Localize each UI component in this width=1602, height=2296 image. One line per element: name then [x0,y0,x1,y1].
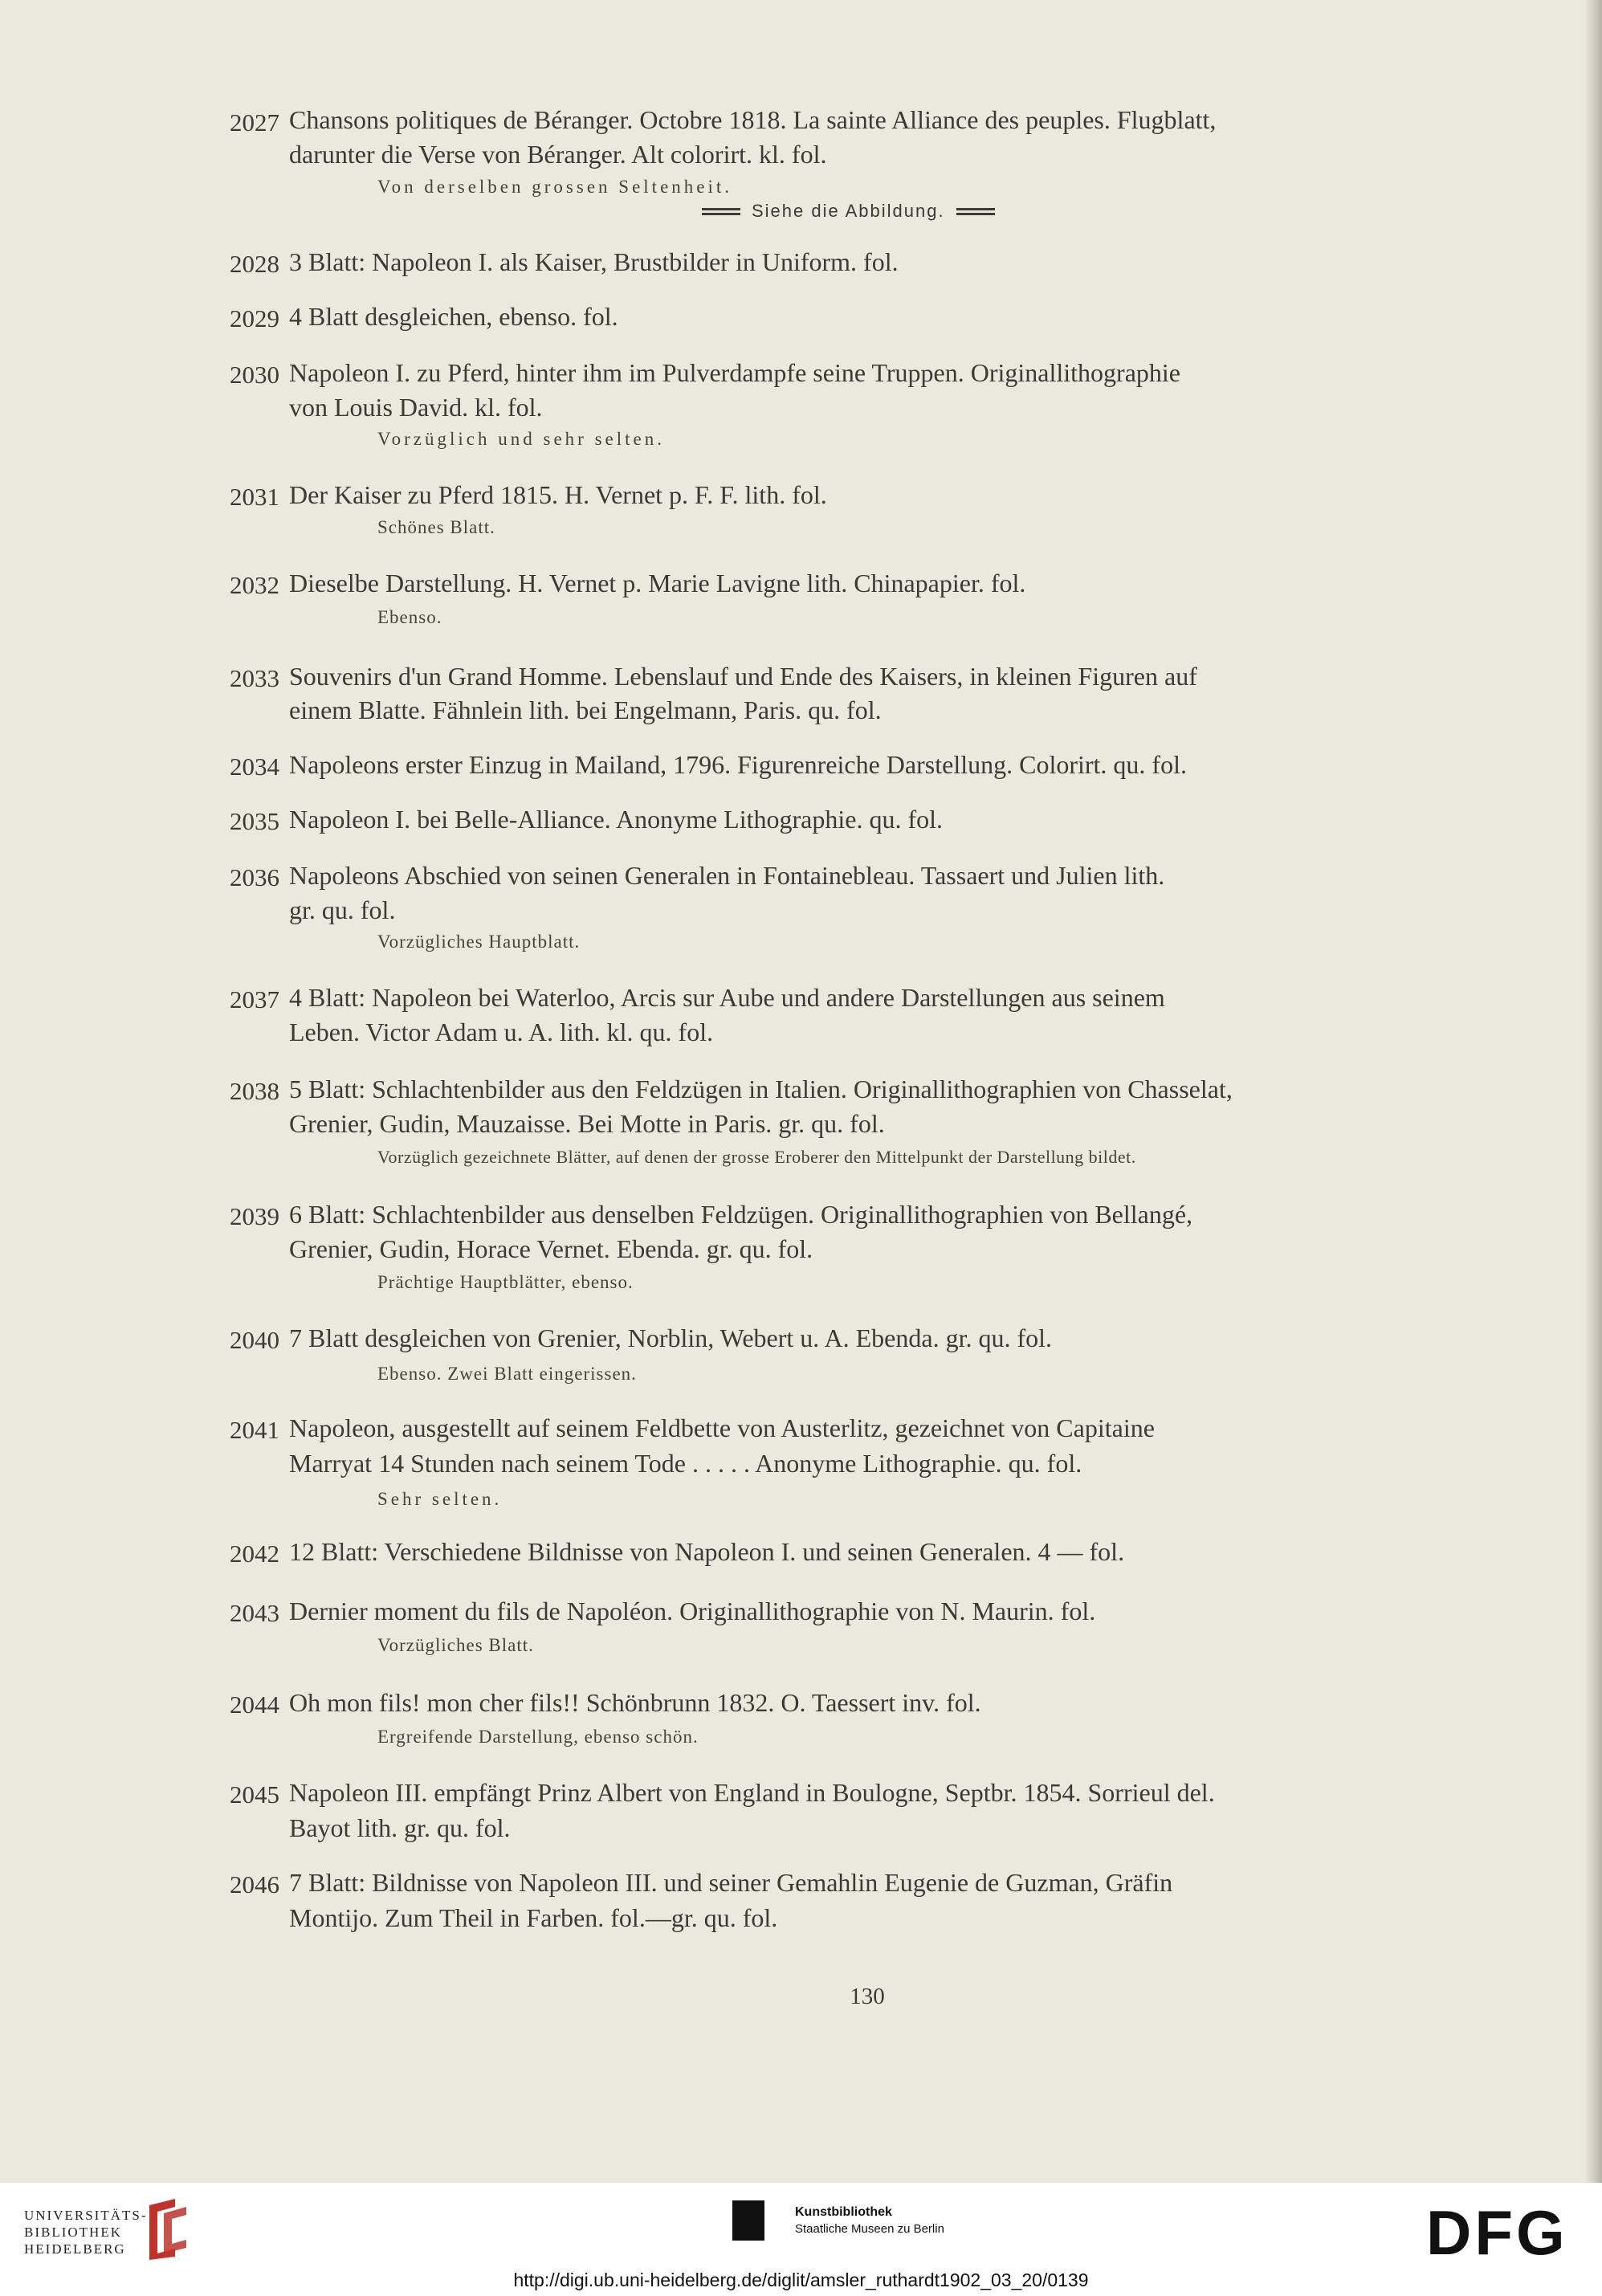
entry-number: 2036 [230,863,279,891]
entry-number: 2029 [230,304,279,332]
entry-text-line: Souvenirs d'un Grand Homme. Lebenslauf und Ende des Kaisers, in kleinen Figuren auf [289,662,1197,691]
library-name-line: BIBLIOTHEK [24,2225,122,2240]
entry-number: 2042 [230,1540,279,1568]
entry-number: 2028 [230,250,279,278]
entry-number: 2040 [230,1326,279,1354]
entry-number: 2044 [230,1690,279,1719]
entry-text-line: Napoleon III. empfängt Prinz Albert von England in Boulogne, Septbr. 1854. Sorrieul del. [289,1778,1215,1807]
entry-number: 2037 [230,985,279,1013]
kunstbibliothek-label [795,2204,944,2237]
double-rule-left [702,208,740,215]
ub-heidelberg-mark-icon [145,2197,193,2261]
entry-number: 2031 [230,483,279,511]
entry-number: 2033 [230,664,279,692]
digitization-footer [0,2183,1602,2296]
entry-number: 2032 [230,571,279,599]
entry-note: Schönes Blatt. [377,517,495,537]
dfg-logo[interactable]: DFG [1426,2197,1568,2268]
entry-note: Prächtige Hauptblätter, ebenso. [377,1272,634,1292]
entry-note: Vorzügliches Hauptblatt. [377,932,581,952]
entry-text-line: Leben. Victor Adam u. A. lith. kl. qu. fol. [289,1017,714,1046]
entry-text-line: 12 Blatt: Verschiedene Bildnisse von Napoleon I. und seinen Generalen. 4 — fol. [289,1537,1125,1566]
entry-text-line: einem Blatte. Fähnlein lith. bei Engelmann, Paris. qu. fol. [289,695,882,724]
entry-text-line: Grenier, Gudin, Horace Vernet. Ebenda. gr. qu. fol. [289,1234,813,1263]
entry-text-line: Napoleons Abschied von seinen Generalen in Fontainebleau. Tassaert und Julien lith. [289,861,1165,890]
entry-number: 2045 [230,1780,279,1809]
entry-note: Sehr selten. [377,1489,503,1509]
entry-text-line: darunter die Verse von Béranger. Alt colorirt. kl. fol. [289,140,827,169]
entry-text-line: 6 Blatt: Schlachtenbilder aus denselben Feldzügen. Originallithographien von Bellangé, [289,1200,1193,1229]
entry-text-line: Bayot lith. gr. qu. fol. [289,1813,511,1842]
entry-text-line: Marryat 14 Stunden nach seinem Tode . . . . . Anonyme Lithographie. qu. fol. [289,1449,1082,1478]
entry-number: 2035 [230,807,279,835]
kunstbibliothek-subtitle: Staatliche Museen zu Berlin [795,2222,944,2236]
entry-number: 2034 [230,752,279,781]
kunstbibliothek-title: Kunstbibliothek [795,2205,892,2219]
see-illustration-text: Siehe die Abbildung. [752,201,945,221]
entry-number: 2038 [230,1077,279,1105]
kunstbibliothek-logo-icon[interactable] [732,2200,764,2241]
entry-note: Ebenso. Zwei Blatt eingerissen. [377,1364,637,1384]
entry-note: Vorzügliches Blatt. [377,1635,534,1655]
entry-note: Vorzüglich und sehr selten. [377,429,665,449]
ub-heidelberg-logo[interactable] [24,2207,148,2257]
entry-number: 2039 [230,1202,279,1230]
entry-text-line: Der Kaiser zu Pferd 1815. H. Vernet p. F. F. lith. fol. [289,480,827,509]
entry-text-line: Dernier moment du fils de Napoléon. Originallithographie von N. Maurin. fol. [289,1597,1096,1625]
double-rule-right [956,208,995,215]
entry-text-line: 4 Blatt: Napoleon bei Waterloo, Arcis sur Aube und andere Darstellungen aus seinem [289,983,1165,1012]
entry-note: Von derselben grossen Seltenheit. [377,177,733,197]
entry-text-line: Oh mon fils! mon cher fils!! Schönbrunn 1832. O. Taessert inv. fol. [289,1688,981,1717]
page-number: 130 [850,1984,885,2009]
entry-text-line: Montijo. Zum Theil in Farben. fol.—gr. qu. fol. [289,1903,778,1932]
entry-text-line: 7 Blatt desgleichen von Grenier, Norblin, Webert u. A. Ebenda. gr. qu. fol. [289,1323,1052,1352]
entry-text-line: Chansons politiques de Béranger. Octobre 1818. La sainte Alliance des peuples. Flugblatt, [289,105,1217,134]
entry-number: 2046 [230,1870,279,1898]
entry-note: Ebenso. [377,607,442,627]
entry-number: 2030 [230,361,279,389]
library-name-line: HEIDELBERG [24,2241,126,2257]
permalink-url[interactable]: http://digi.ub.uni-heidelberg.de/diglit/amsler_ruthardt1902_03_20/0139 [513,2269,1089,2290]
entry-text-line: Napoleon I. bei Belle-Alliance. Anonyme Lithographie. qu. fol. [289,805,943,834]
entry-text-line: Dieselbe Darstellung. H. Vernet p. Marie Lavigne lith. Chinapapier. fol. [289,569,1026,597]
entry-text-line: von Louis David. kl. fol. [289,393,543,422]
entry-text-line: Napoleon I. zu Pferd, hinter ihm im Pulverdampfe seine Truppen. Originallithographie [289,358,1180,387]
entry-note: Vorzüglich gezeichnete Blätter, auf denen der grosse Eroberer den Mittelpunkt der Darstellung bildet. [377,1147,1136,1167]
entry-text-line: 7 Blatt: Bildnisse von Napoleon III. und seiner Gemahlin Eugenie de Guzman, Gräfin [289,1868,1173,1897]
entry-text-line: Grenier, Gudin, Mauzaisse. Bei Motte in Paris. gr. qu. fol. [289,1109,885,1138]
page-edge-shadow [1584,0,1602,2183]
see-illustration-note [691,201,1006,222]
entry-number: 2043 [230,1599,279,1627]
entry-text-line: 4 Blatt desgleichen, ebenso. fol. [289,302,618,331]
entry-text-line: 3 Blatt: Napoleon I. als Kaiser, Brustbilder in Uniform. fol. [289,247,899,276]
entry-number: 2027 [230,108,279,137]
entry-text-line: gr. qu. fol. [289,895,396,924]
library-name-line: UNIVERSITÄTS- [24,2208,148,2223]
entry-text-line: Napoleons erster Einzug in Mailand, 1796. Figurenreiche Darstellung. Colorirt. qu. fol. [289,750,1187,779]
entry-text-line: Napoleon, ausgestellt auf seinem Feldbette von Austerlitz, gezeichnet von Capitaine [289,1413,1155,1442]
entry-number: 2041 [230,1416,279,1444]
entry-text-line: 5 Blatt: Schlachtenbilder aus den Feldzügen in Italien. Originallithographien von Chasselat, [289,1075,1233,1103]
entry-note: Ergreifende Darstellung, ebenso schön. [377,1727,699,1747]
